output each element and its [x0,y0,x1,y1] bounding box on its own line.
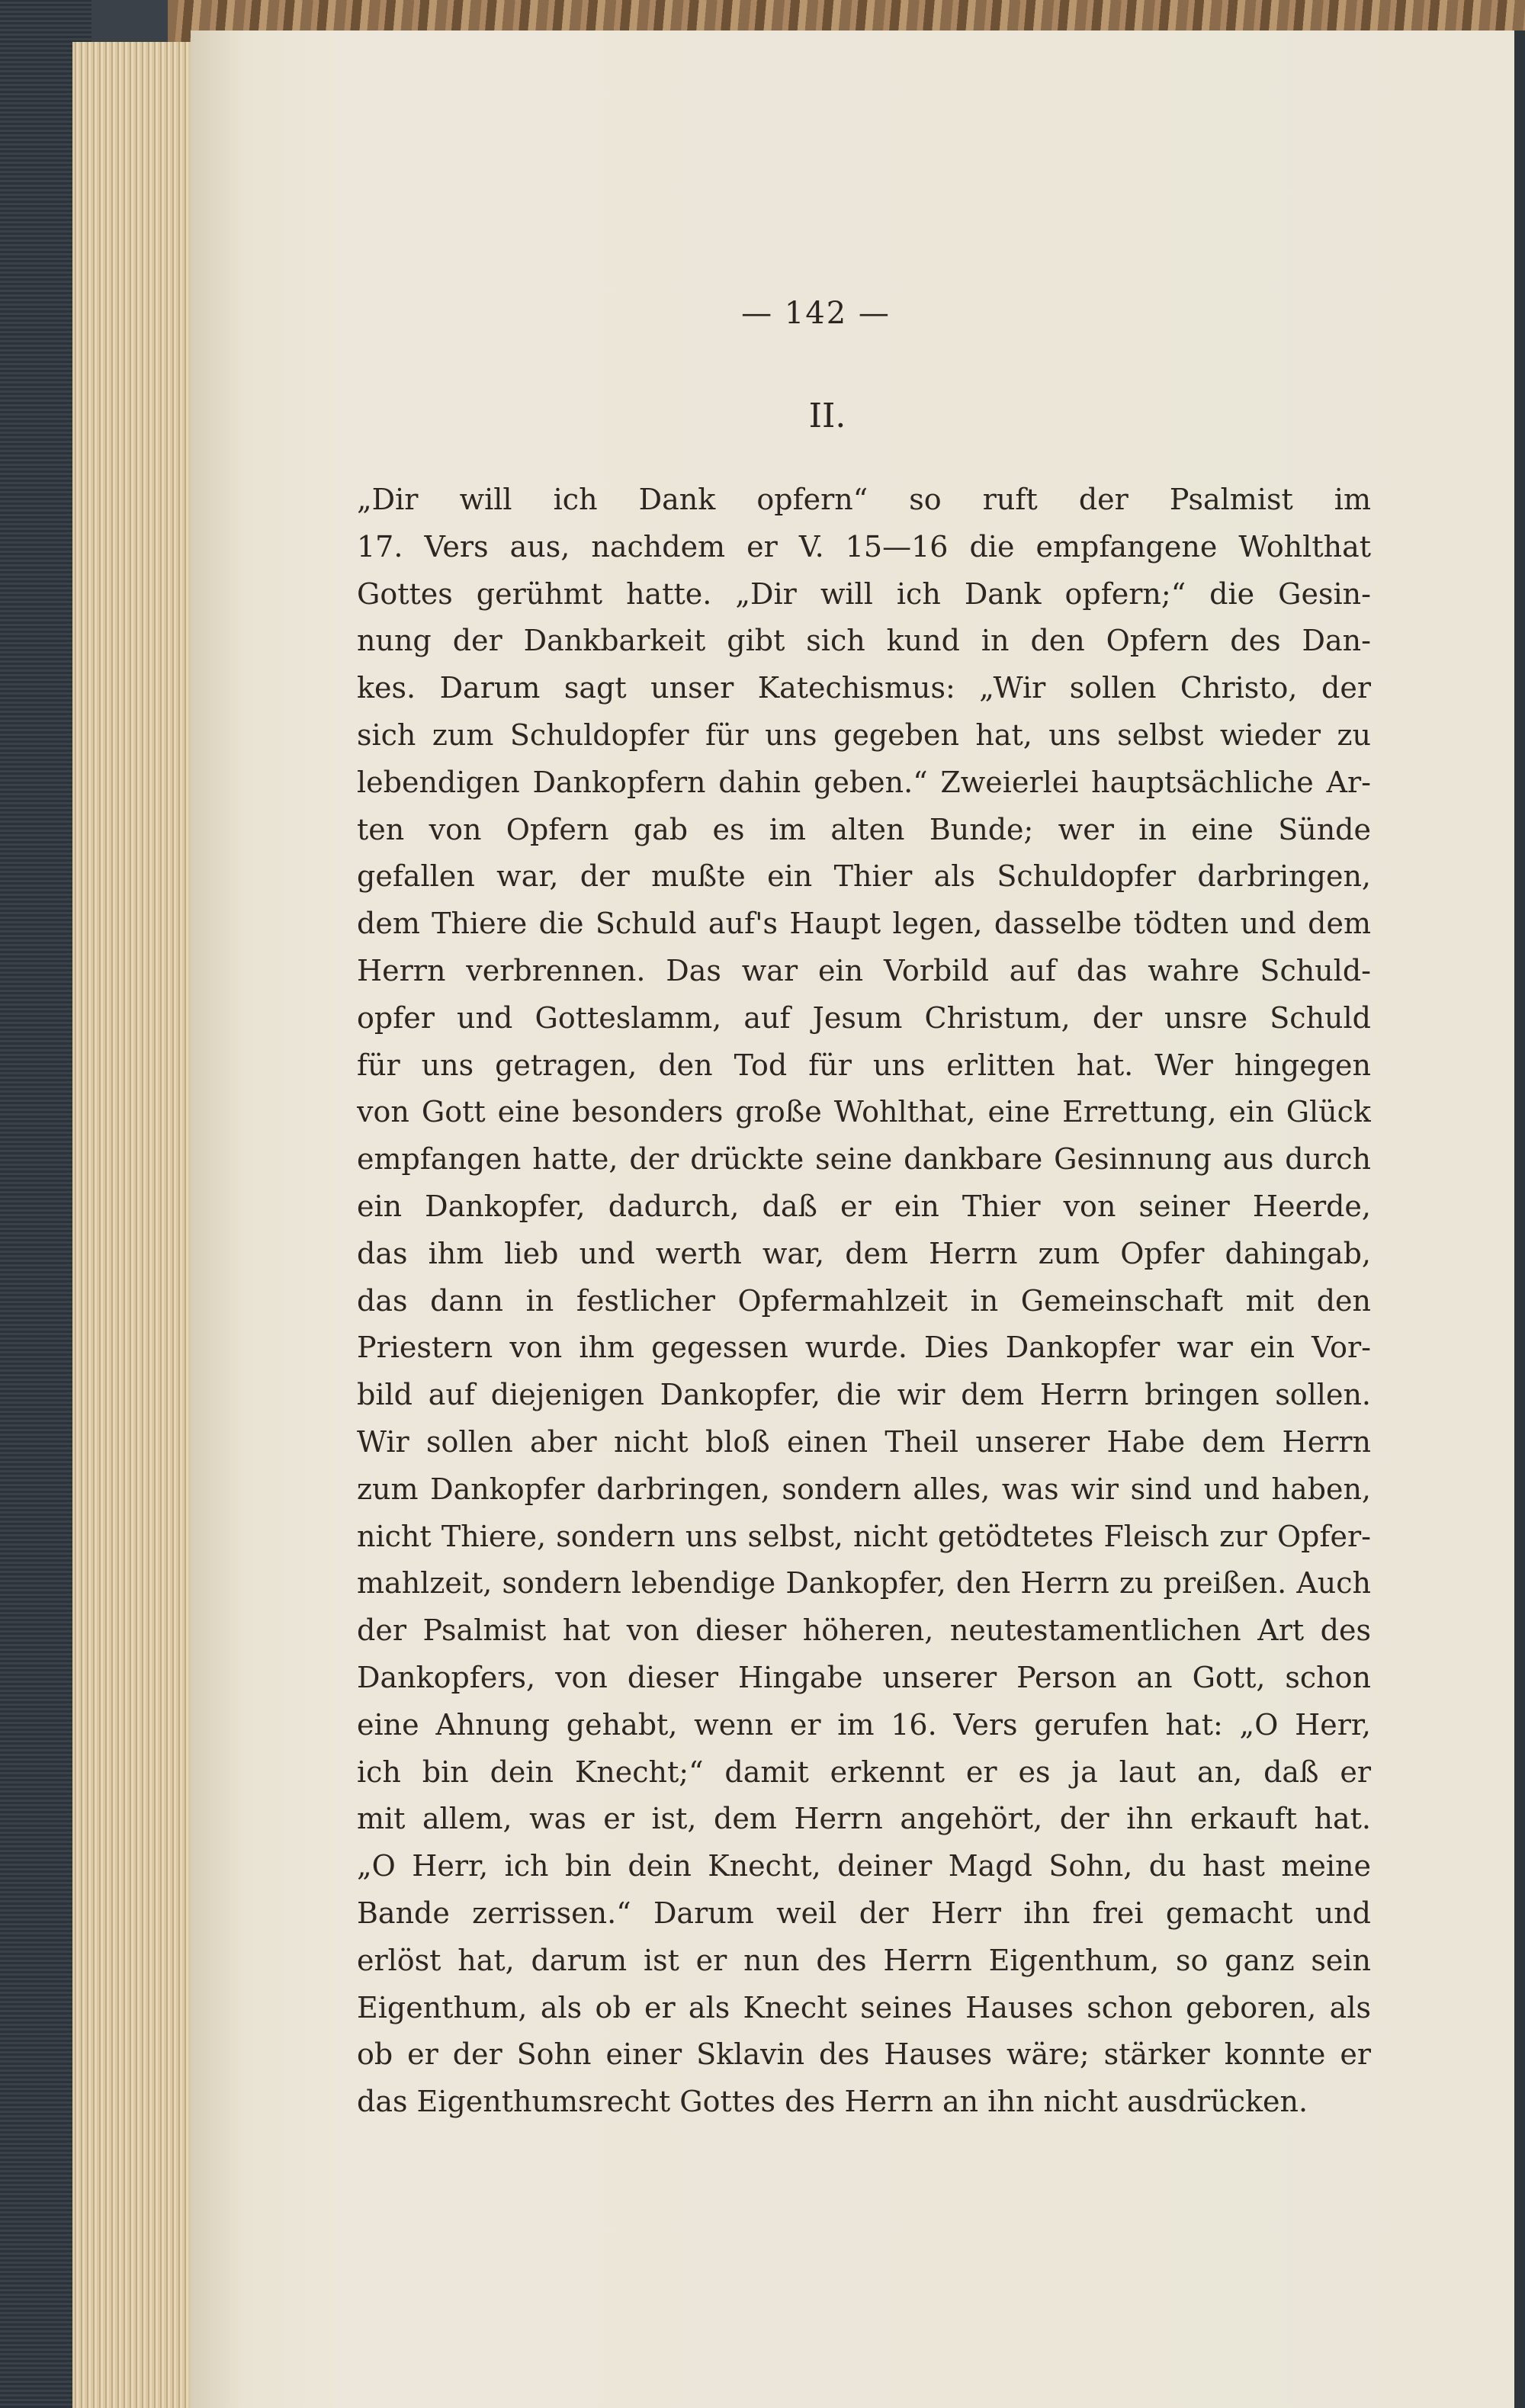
text-line: der Psalmist hat von dieser höheren, neutestamentlichen Art des [357,1613,1371,1648]
text-line: ein Dankopfer, dadurch, daß er ein Thier von seiner Heerde, [357,1189,1371,1223]
section-heading: II. [808,397,846,435]
page-number: — 142 — [741,296,891,331]
text-line: Wir sollen aber nicht bloß einen Theil unserer Habe dem Herrn [357,1424,1371,1459]
text-line: mit allem, was er ist, dem Herrn angehört, der ihn erkauft hat. [357,1802,1371,1836]
text-line: Gottes gerühmt hatte. „Dir will ich Dank opfern;“ die Gesin- [357,576,1371,611]
text-line: mahlzeit, sondern lebendige Dankopfer, den Herrn zu preißen. Auch [357,1566,1371,1601]
text-line: Herrn verbrennen. Das war ein Vorbild auf das wahre Schuld- [357,953,1371,987]
right-margin-shadow [1514,31,1525,2408]
text-line: kes. Darum sagt unser Katechismus: „Wir sollen Christo, der [357,671,1371,705]
text-line: von Gott eine besonders große Wohlthat, eine Errettung, ein Glück [357,1095,1371,1129]
text-line: zum Dankopfer darbringen, sondern alles, was wir sind und haben, [357,1472,1371,1506]
text-line: bild auf diejenigen Dankopfer, die wir dem Herrn bringen sollen. [357,1378,1371,1412]
text-line: das ihm lieb und werth war, dem Herrn zum Opfer dahingab, [357,1236,1371,1270]
text-line: nung der Dankbarkeit gibt sich kund in den Opfern des Dan- [357,624,1371,658]
text-line: das Eigenthumsrecht Gottes des Herrn an ihn nicht ausdrücken. [357,2085,1308,2119]
body-text [357,477,1371,2126]
text-line: Bande zerrissen.“ Darum weil der Herr ihn frei gemacht und [357,1896,1371,1930]
text-line: erlöst hat, darum ist er nun des Herrn Eigenthum, so ganz sein [357,1943,1371,1977]
text-line: gefallen war, der mußte ein Thier als Schuldopfer darbringen, [357,859,1371,894]
text-line: das dann in festlicher Opfermahlzeit in Gemeinschaft mit den [357,1283,1371,1318]
text-line: empfangen hatte, der drückte seine dankbare Gesinnung aus durch [357,1142,1371,1177]
text-line: opfer und Gotteslamm, auf Jesum Christum, der unsre Schuld [357,1000,1371,1035]
text-line: eine Ahnung gehabt, wenn er im 16. Vers gerufen hat: „O Herr, [357,1707,1371,1742]
text-line: ich bin dein Knecht;“ damit erkennt er es ja laut an, daß er [357,1755,1371,1789]
text-line: „Dir will ich Dank opfern“ so ruft der Psalmist im [357,483,1371,516]
text-line: für uns getragen, den Tod für uns erlitten hat. Wer hingegen [357,1048,1371,1082]
text-line: dem Thiere die Schuld auf's Haupt legen, dasselbe tödten und dem [357,907,1371,941]
text-line: ob er der Sohn einer Sklavin des Hauses wäre; stärker konnte er [357,2037,1371,2072]
text-line: „O Herr, ich bin dein Knecht, deiner Magd Sohn, du hast meine [357,1849,1371,1883]
text-line: sich zum Schuldopfer für uns gegeben hat, uns selbst wieder zu [357,718,1371,752]
text-line: lebendigen Dankopfern dahin geben.“ Zweierlei hauptsächliche Ar- [357,765,1371,799]
text-line: nicht Thiere, sondern uns selbst, nicht getödtetes Fleisch zur Opfer- [357,1519,1371,1553]
text-line: ten von Opfern gab es im alten Bunde; wer in eine Sünde [357,812,1371,846]
text-line: 17. Vers aus, nachdem er V. 15—16 die empfangene Wohlthat [357,529,1371,563]
text-line: Priestern von ihm gegessen wurde. Dies Dankopfer war ein Vor- [357,1331,1371,1365]
text-line: Dankopfers, von dieser Hingabe unserer Person an Gott, schon [357,1660,1371,1694]
text-line: Eigenthum, als ob er als Knecht seines Hauses schon geboren, als [357,1990,1371,2024]
